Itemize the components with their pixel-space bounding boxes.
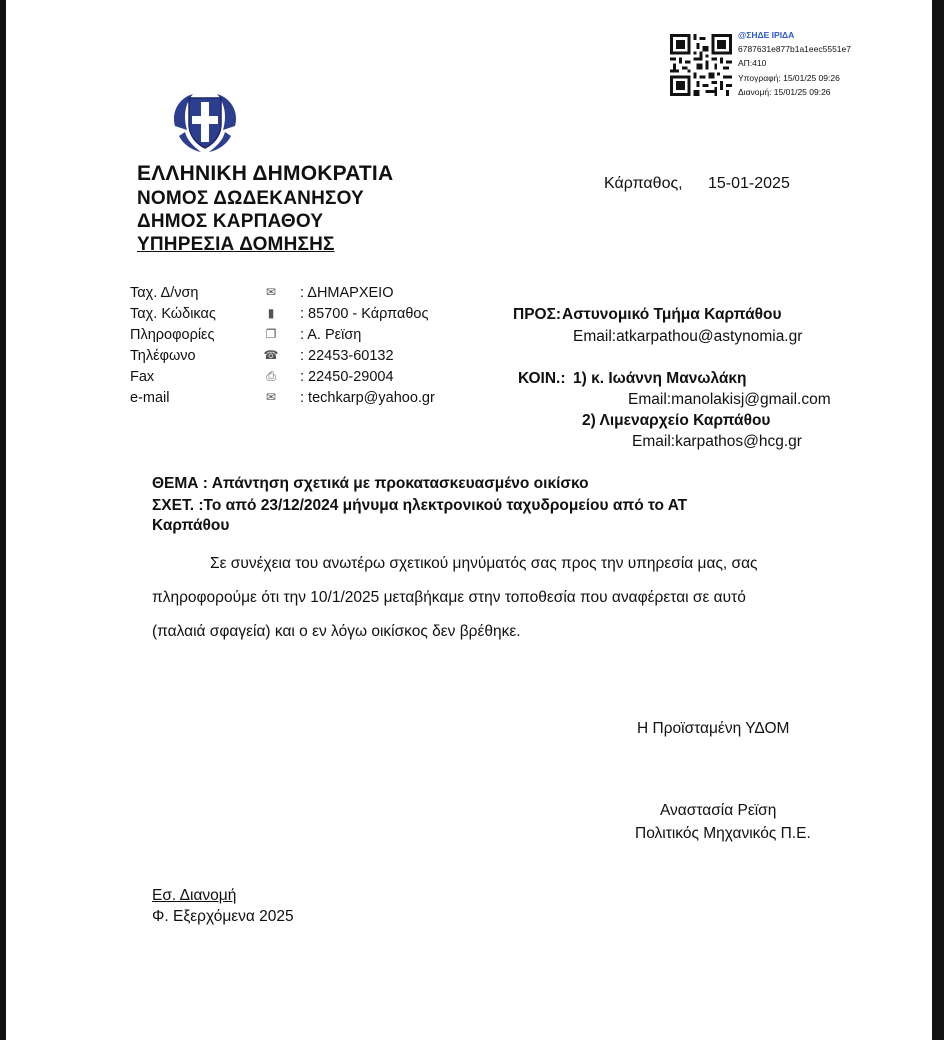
prefecture-title: ΝΟΜΟΣ ΔΩΔΕΚΑΝΗΣΟΥ — [137, 188, 364, 209]
subject-reference: ΣΧΕΤ. :Το από 23/12/2024 μήνυμα ηλεκτρονικού ταχυδρομείου από το ΑΤ — [152, 497, 688, 514]
contact-value: : 22453-60132 — [300, 348, 394, 364]
body-line: πληροφορούμε ότι την 10/1/2025 μεταβήκαμε στην τοποθεσία που αναφέρεται σε αυτό — [152, 589, 746, 606]
contact-row — [6, 369, 506, 389]
coat-of-arms-icon — [169, 90, 241, 154]
contact-label: Ταχ. Δ/νση — [130, 285, 199, 301]
to-label: ΠΡΟΣ: — [513, 306, 562, 323]
stamp-protocol: ΑΠ:410 — [738, 58, 767, 69]
stamp-brand: @ΣΗΔΕ ΙΡΙΔΑ — [738, 30, 795, 40]
to-name: Αστυνομικό Τμήμα Καρπάθου — [562, 306, 782, 323]
stamp-hash: 6787631e877b1a1eec5551e7 — [738, 44, 851, 55]
subject-reference-cont: Καρπάθου — [152, 517, 230, 534]
body-line: Σε συνέχεια του ανωτέρω σχετικού μηνύματός σας προς την υπηρεσία μας, σας — [210, 555, 758, 572]
service-title: ΥΠΗΡΕΣΙΑ ΔΟΜΗΣΗΣ — [137, 234, 335, 255]
contact-value: : 85700 - Κάρπαθος — [300, 306, 429, 322]
cc-label: ΚΟΙΝ.: — [518, 370, 566, 387]
to-email: Email:atkarpathou@astynomia.gr — [573, 328, 803, 345]
fax-icon: ⎙ — [266, 369, 276, 383]
subject-theme: ΘΕΜΑ : Απάντηση σχετικά με προκατασκευασμένο οικίσκο — [152, 475, 589, 492]
phone-icon: ☎ — [263, 348, 279, 362]
contact-row — [6, 285, 506, 305]
contact-row — [6, 348, 506, 368]
postbox-icon: ▮ — [267, 306, 275, 320]
mail-icon: ✉ — [265, 390, 277, 404]
archive-folder: Φ. Εξερχόμενα 2025 — [152, 908, 294, 925]
signatory-role: Η Προϊσταμένη ΥΔΟΜ — [637, 720, 790, 737]
stamp-distribution-time: Διανομή: 15/01/25 09:26 — [738, 86, 831, 97]
contact-value: : techkarp@yahoo.gr — [300, 390, 435, 406]
cc1-name: 1) κ. Ιωάννη Μανωλάκη — [573, 370, 747, 387]
contact-row — [6, 327, 506, 347]
body-line: (παλαιά σφαγεία) και ο εν λόγω οικίσκος δεν βρέθηκε. — [152, 623, 521, 640]
contact-label: Fax — [130, 369, 155, 385]
contact-row — [6, 390, 506, 410]
contact-value: : 22450-29004 — [300, 369, 394, 385]
signatory-name: Αναστασία Ρεϊση — [660, 802, 777, 819]
contact-label: Τηλέφωνο — [130, 348, 196, 364]
date-value: 15-01-2025 — [708, 175, 790, 192]
contact-row — [6, 306, 506, 326]
internal-distribution: Εσ. Διανομή — [152, 887, 237, 904]
stamp-signature-time: Υπογραφή: 15/01/25 09:26 — [738, 72, 840, 83]
municipality-title: ΔΗΜΟΣ ΚΑΡΠΑΘΟΥ — [137, 211, 324, 232]
cc1-email: Email:manolakisj@gmail.com — [628, 391, 831, 408]
cc2-name: 2) Λιμεναρχείο Καρπάθου — [582, 412, 771, 429]
contact-label: e-mail — [130, 390, 170, 406]
irida-stamp — [738, 28, 851, 99]
contact-label: Ταχ. Κώδικας — [130, 306, 216, 322]
contact-label: Πληροφορίες — [130, 327, 215, 343]
cc2-email: Email:karpathos@hcg.gr — [632, 433, 802, 450]
date-place: Κάρπαθος, — [604, 175, 683, 192]
contact-value: : ΔΗΜΑΡΧΕΙΟ — [300, 285, 394, 301]
republic-title: ΕΛΛΗΝΙΚΗ ΔΗΜΟΚΡΑΤΙΑ — [137, 162, 394, 185]
envelope-icon: ✉ — [265, 285, 277, 299]
signatory-title: Πολιτικός Μηχανικός Π.Ε. — [635, 825, 811, 842]
contact-value: : Α. Ρεϊση — [300, 327, 362, 343]
document-page — [6, 0, 932, 1040]
document-icon: ❐ — [265, 327, 277, 341]
qr-code-icon — [670, 32, 732, 98]
